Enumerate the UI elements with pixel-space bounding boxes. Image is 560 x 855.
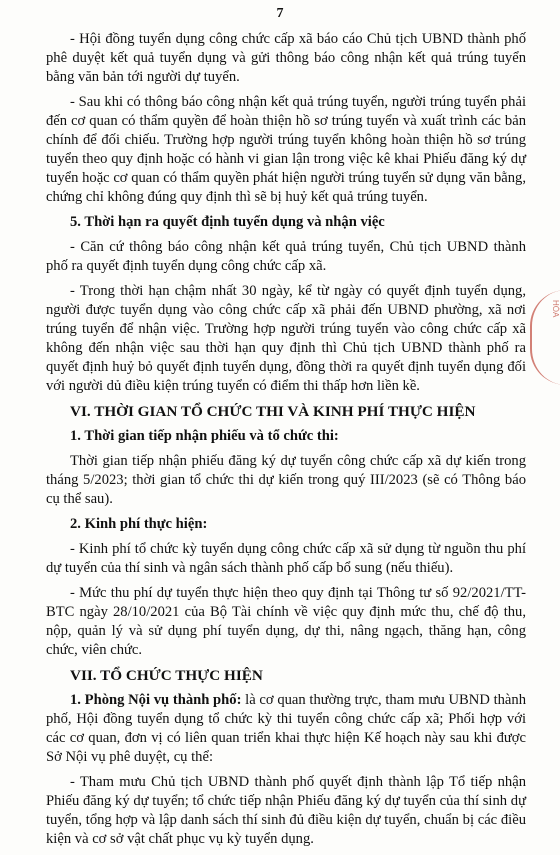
section-5-heading: 5. Thời hạn ra quyết định tuyển dụng và nhận việc [70,214,385,230]
page-number: 7 [276,6,284,21]
section-vi-2-heading: 2. Kinh phí thực hiện: [70,516,208,532]
section-vii-1-paragraph [46,691,526,767]
paragraph-complete-dossier: - Sau khi có thông báo công nhận kết quả trúng tuyển, người trúng tuyển phải đến cơ quan có thẩm quyền để hoàn thiện hồ sơ trúng tuyển và xuất trình các bản chính để đối chiếu. Trường hợp người trúng tuyển không hoàn thiện hồ sơ trúng tuyển theo quy định hoặc có hành vi gian lận trong việc kê khai Phiếu đăng ký dự tuyển hoặc cơ quan có thẩm quyền phát hiện người trúng tuyển sử dụng văn bằng, chứng chỉ không đúng quy định thì sẽ bị huỷ kết quả trúng tuyển. [46,94,526,205]
section-vii-1-detail: - Tham mưu Chủ tịch UBND thành phố quyết định thành lập Tổ tiếp nhận Phiếu đăng ký dự tuyển; tổ chức tiếp nhận Phiếu đăng ký dự tuyển của thí sinh dự tuyển, tổng hợp và lập danh sách thí sinh đủ điều kiện dự tuyển, chuẩn bị các điều kiện và cơ sở vật chất phục vụ kỳ tuyển dụng. [46,774,526,847]
section-vi-2-paragraph-1: - Kinh phí tổ chức kỳ tuyển dụng công chức cấp xã sử dụng từ nguồn thu phí dự tuyển của thí sinh và ngân sách thành phố cấp bổ sung (nếu thiếu). [46,541,526,576]
section-vii-1-lead: 1. Phòng Nội vụ thành phố: [70,692,242,708]
section-vi-heading: VI. THỜI GIAN TỔ CHỨC THI VÀ KINH PHÍ THỰC HIỆN [70,403,476,420]
document-body [46,30,526,855]
section-vi-2-paragraph-2: - Mức thu phí dự tuyển thực hiện theo quy định tại Thông tư số 92/2021/TT-BTC ngày 28/10/2021 của Bộ Tài chính về việc quy định mức thu, chế độ thu, nộp, quản lý và sử dụng phí tuyển dụng, dự thi, nâng ngạch, thăng hạn, công chức, viên chức. [46,585,526,658]
section-5-paragraph-2: - Trong thời hạn chậm nhất 30 ngày, kể từ ngày có quyết định tuyển dụng, người được tuyển dụng vào công chức cấp xã phải đến UBND phường, xã nơi trúng tuyển để nhận việc. Trường hợp người trúng tuyển vào công chức cấp xã không đến nhận việc sau thời hạn quy định thì Chủ tịch UBND thành phố ra quyết định huỷ bỏ quyết định tuyển dụng, đồng thời ra quyết định tuyển dụng đối với người dủ điều kiện trúng tuyển có điểm thi thấp hơn liền kề. [46,283,526,394]
section-vi-1-heading: 1. Thời gian tiếp nhận phiếu và tổ chức thi: [70,428,339,444]
section-5-paragraph-1: - Căn cứ thông báo công nhận kết quả trúng tuyển, Chủ tịch UBND thành phố ra quyết định tuyển dụng công chức cấp xã. [46,239,526,274]
paragraph-approval: - Hội đồng tuyển dụng công chức cấp xã báo cáo Chủ tịch UBND thành phố phê duyệt kết quả tuyển dụng và gửi thông báo công nhận kết quả trúng tuyển bằng văn bản tới người dự tuyển. [46,31,526,85]
stamp-text: HÒA [551,300,560,318]
section-vii-heading: VII. TỔ CHỨC THỰC HIỆN [70,667,263,684]
section-vii-1-rest: là cơ quan thường trực, tham mưu UBND thành phố, Hội đồng tuyển dụng tổ chức kỳ thi tuyển công chức cấp xã; Phối hợp với các cơ quan, đơn vị có liên quan triển khai thực hiện Kế hoạch này sau khi được Sở Nội vụ phê duyệt, cụ thể: [46,692,526,765]
section-vi-1-paragraph: Thời gian tiếp nhận phiếu đăng ký dự tuyển công chức cấp xã dự kiến trong tháng 5/2023; thời gian tổ chức thi dự kiến trong quý III/2023 (sẽ có Thông báo cụ thể sau). [46,453,526,507]
